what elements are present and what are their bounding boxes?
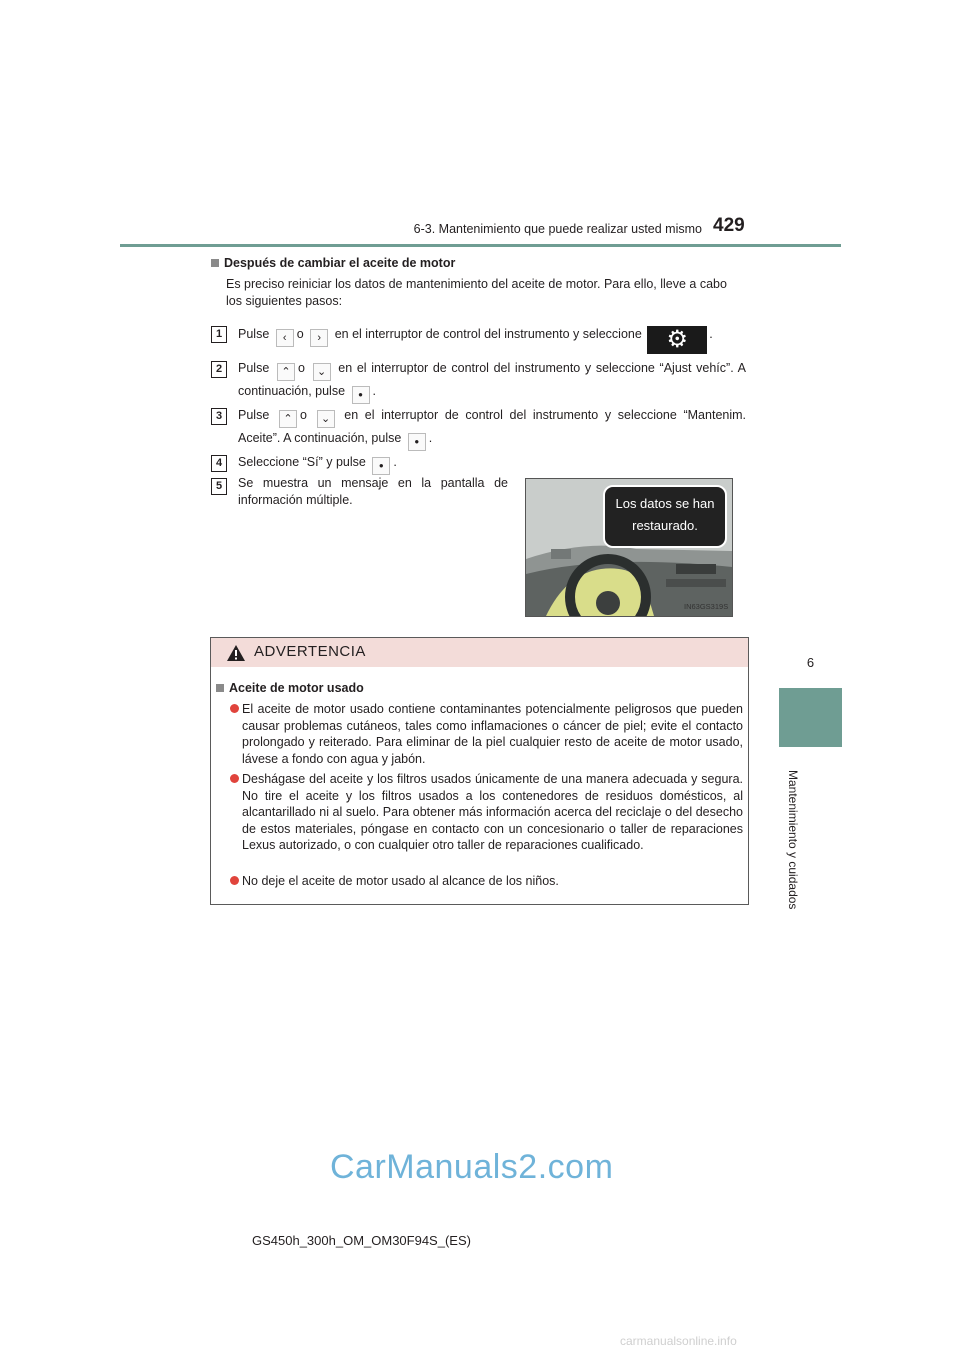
warning-subheading: Aceite de motor usado bbox=[216, 681, 364, 695]
red-bullet-icon bbox=[230, 876, 239, 885]
step-text: Pulse ⌃ o ⌄ en el interruptor de control del instrumento y seleccione “Mantenim. Aceite”. A continuación, pulse ● . bbox=[238, 405, 746, 451]
message-line: restaurado. bbox=[632, 518, 698, 533]
section-heading: Después de cambiar el aceite de motor bbox=[211, 256, 455, 270]
warning-triangle-icon bbox=[226, 644, 246, 662]
step-text: Pulse ⌃ o ⌄ en el interruptor de control del instrumento y seleccione “Ajust vehíc”. A continuación, pulse ● . bbox=[238, 358, 746, 404]
step-number: 2 bbox=[211, 361, 227, 378]
step-text: Seleccione “Sí” y pulse ● . bbox=[238, 452, 746, 475]
message-display bbox=[603, 485, 727, 548]
section-intro: Es preciso reiniciar los datos de mantenimiento del aceite de motor. Para ello, lleve a cabo los siguientes pasos: bbox=[226, 277, 727, 308]
warning-item: Deshágase del aceite y los filtros usados únicamente de una manera adecuada y segura. No tire el aceite y los filtros usados a los contenedores de residuos domésticos, al alcantarillado ni al suelo. Para obtener más información acerca del reciclaje o del desecho de estos materiales, póngase en contacto con un concesionario o taller de reparaciones Lexus autorizado, o con cualquier otro taller de reparaciones cualificado. bbox=[242, 771, 743, 854]
gear-icon: ⚙ bbox=[647, 326, 707, 354]
step-text: Se muestra un mensaje en la pantalla de información múltiple. bbox=[238, 476, 508, 507]
enter-dot-icon bbox=[352, 386, 370, 404]
enter-dot-icon bbox=[372, 457, 390, 475]
page-number: 429 bbox=[713, 215, 745, 236]
watermark: CarManuals2.com bbox=[330, 1148, 614, 1186]
illustration-code: IN63GS319S bbox=[684, 602, 729, 611]
header-rule bbox=[120, 244, 841, 247]
chevron-up-icon: ⌃ bbox=[277, 363, 295, 381]
step-number: 5 bbox=[211, 478, 227, 495]
step-number: 3 bbox=[211, 408, 227, 425]
enter-dot-icon bbox=[408, 433, 426, 451]
chapter-tab bbox=[779, 688, 842, 747]
red-bullet-icon bbox=[230, 704, 239, 713]
red-bullet-icon bbox=[230, 774, 239, 783]
chapter-number: 6 bbox=[806, 655, 815, 670]
step-number: 4 bbox=[211, 455, 227, 472]
chevron-down-icon: ⌄ bbox=[317, 410, 335, 428]
warning-item: No deje el aceite de motor usado al alcance de los niños. bbox=[242, 873, 743, 890]
chevron-down-icon: ⌄ bbox=[313, 363, 331, 381]
footer-doc-code: GS450h_300h_OM_OM30F94S_(ES) bbox=[252, 1233, 471, 1248]
step-number: 1 bbox=[211, 326, 227, 343]
square-bullet-icon bbox=[211, 259, 219, 267]
warning-item: El aceite de motor usado contiene contaminantes potencialmente peligrosos que pueden causar problemas cutáneos, tales como inflamaciones o cáncer de piel; evite el contacto prolongado y reiterado. Para eliminar de la piel cualquier resto de aceite de motor usado, lávese a fondo con agua y jabón. bbox=[242, 701, 743, 767]
step-text: Pulse ‹ o › en el interruptor de control del instrumento y seleccione ⚙ . bbox=[238, 326, 713, 353]
chevron-right-icon: › bbox=[310, 329, 328, 347]
message-line: Los datos se han bbox=[615, 496, 715, 511]
chapter-label: Mantenimiento y cuidados bbox=[786, 770, 800, 910]
warning-title: ADVERTENCIA bbox=[254, 643, 366, 660]
chevron-left-icon: ‹ bbox=[276, 329, 294, 347]
chevron-up-icon: ⌃ bbox=[279, 410, 297, 428]
square-bullet-icon bbox=[216, 684, 224, 692]
header-section-title: 6-3. Mantenimiento que puede realizar usted mismo bbox=[413, 222, 702, 236]
source-watermark: carmanualsonline.info bbox=[620, 1334, 737, 1348]
